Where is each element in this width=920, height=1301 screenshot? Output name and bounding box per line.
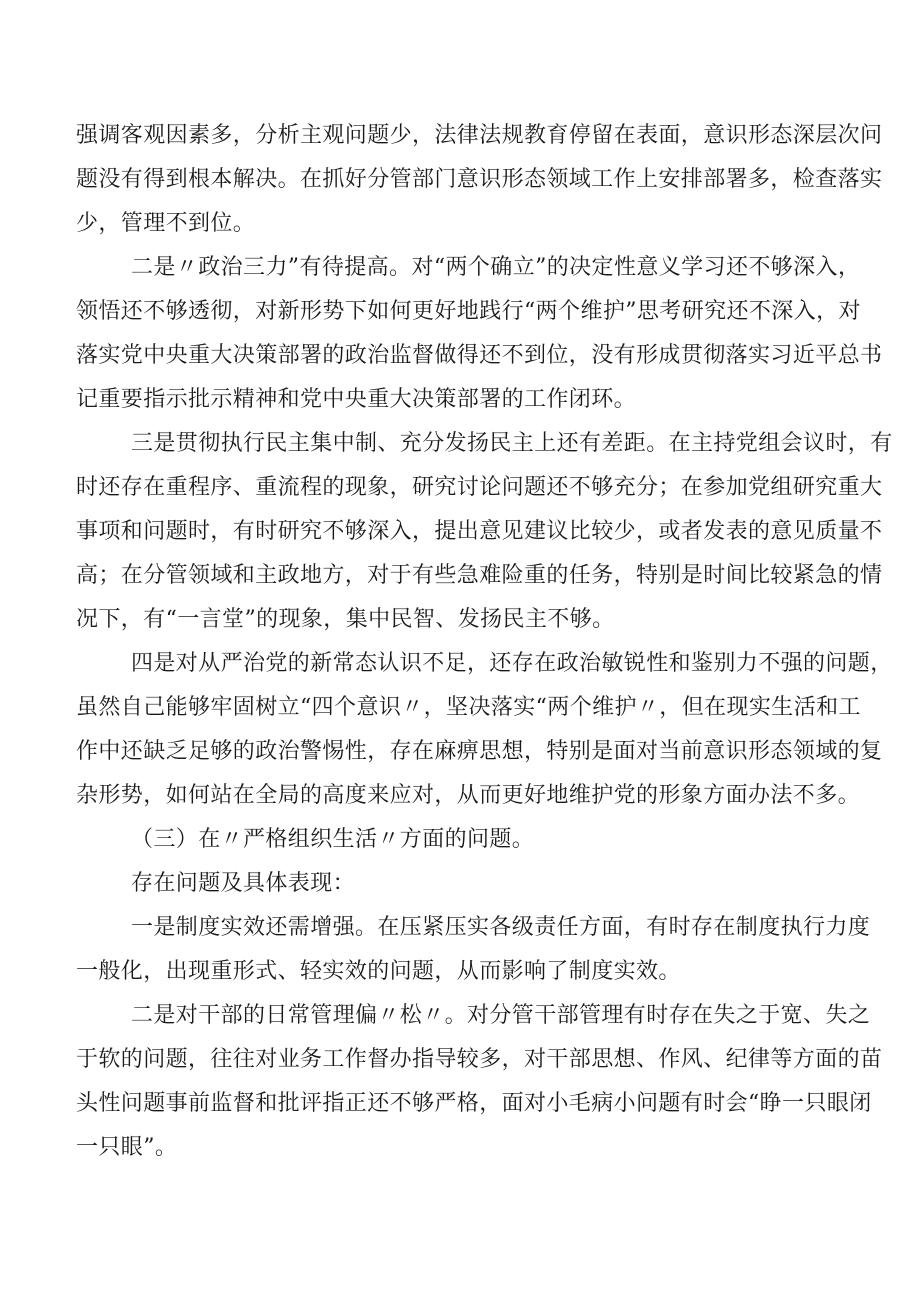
text-line: 时还存在重程序、重流程的现象，研究讨论问题还不够充分；在参加党组研究重大 [76, 475, 883, 500]
text-line: 题没有得到根本解决。在抓好分管部门意识形态领域工作上安排部署多，检查落实 [76, 167, 883, 192]
text-line: 况下，有“一言堂”的现象，集中民智、发扬民主不够。 [76, 607, 615, 632]
text-line: 强调客观因素多，分析主观问题少，法律法规教育停留在表面，意识形态深层次问 [76, 123, 883, 148]
subheading: 存在问题及具体表现： [131, 871, 356, 896]
section-heading: （三）在〃严格组织生活〃方面的问题。 [131, 827, 535, 852]
text-line: 一只眼”。 [76, 1135, 178, 1160]
paragraph-first-line: 三是贯彻执行民主集中制、充分发扬民主上还有差距。在主持党组会议时，有 [131, 431, 893, 456]
paragraph-first-line: 四是对从严治党的新常态认识不足，还存在政治敏锐性和鉴别力不强的问题， [131, 651, 893, 676]
paragraph-first-line: 二是〃政治三力”有待提高。对“两个确立”的决定性意义学习还不够深入， [131, 255, 861, 280]
paragraph-first-line: 一是制度实效还需增强。在压紧压实各级责任方面，有时存在制度执行力度 [131, 915, 871, 940]
text-line: 作中还缺乏足够的政治警惕性，存在麻痹思想，特别是面对当前意识形态领域的复 [76, 739, 883, 764]
text-line: 领悟还不够透彻，对新形势下如何更好地践行“两个维护”思考研究还不深入，对 [76, 299, 861, 324]
text-line: 虽然自己能够牢固树立“四个意识〃，坚决落实“两个维护〃，但在现实生活和工 [76, 695, 861, 720]
text-line: 少，管理不到位。 [76, 211, 256, 236]
text-line: 记重要指示批示精神和党中央重大决策部署的工作闭环。 [76, 387, 637, 412]
text-line: 于软的问题，往往对业务工作督办指导较多，对干部思想、作风、纪律等方面的苗 [76, 1047, 883, 1072]
text-line: 高；在分管领域和主政地方，对于有些急难险重的任务，特别是时间比较紧急的情 [76, 563, 883, 588]
text-line: 落实党中央重大决策部署的政治监督做得还不到位，没有形成贯彻落实习近平总书 [76, 343, 883, 368]
paragraph-first-line: 二是对干部的日常管理偏〃松〃。对分管干部管理有时存在失之于宽、失之 [131, 1003, 871, 1028]
text-line: 头性问题事前监督和批评指正还不够严格，面对小毛病小问题有时会“睁一只眼闭 [76, 1091, 872, 1116]
text-line: 事项和问题时，有时研究不够深入，提出意见建议比较少，或者发表的意见质量不 [76, 519, 883, 544]
text-line: 一般化，出现重形式、轻实效的问题，从而影响了制度实效。 [76, 959, 681, 984]
text-line: 杂形势，如何站在全局的高度来应对，从而更好地维护党的形象方面办法不多。 [76, 783, 861, 808]
